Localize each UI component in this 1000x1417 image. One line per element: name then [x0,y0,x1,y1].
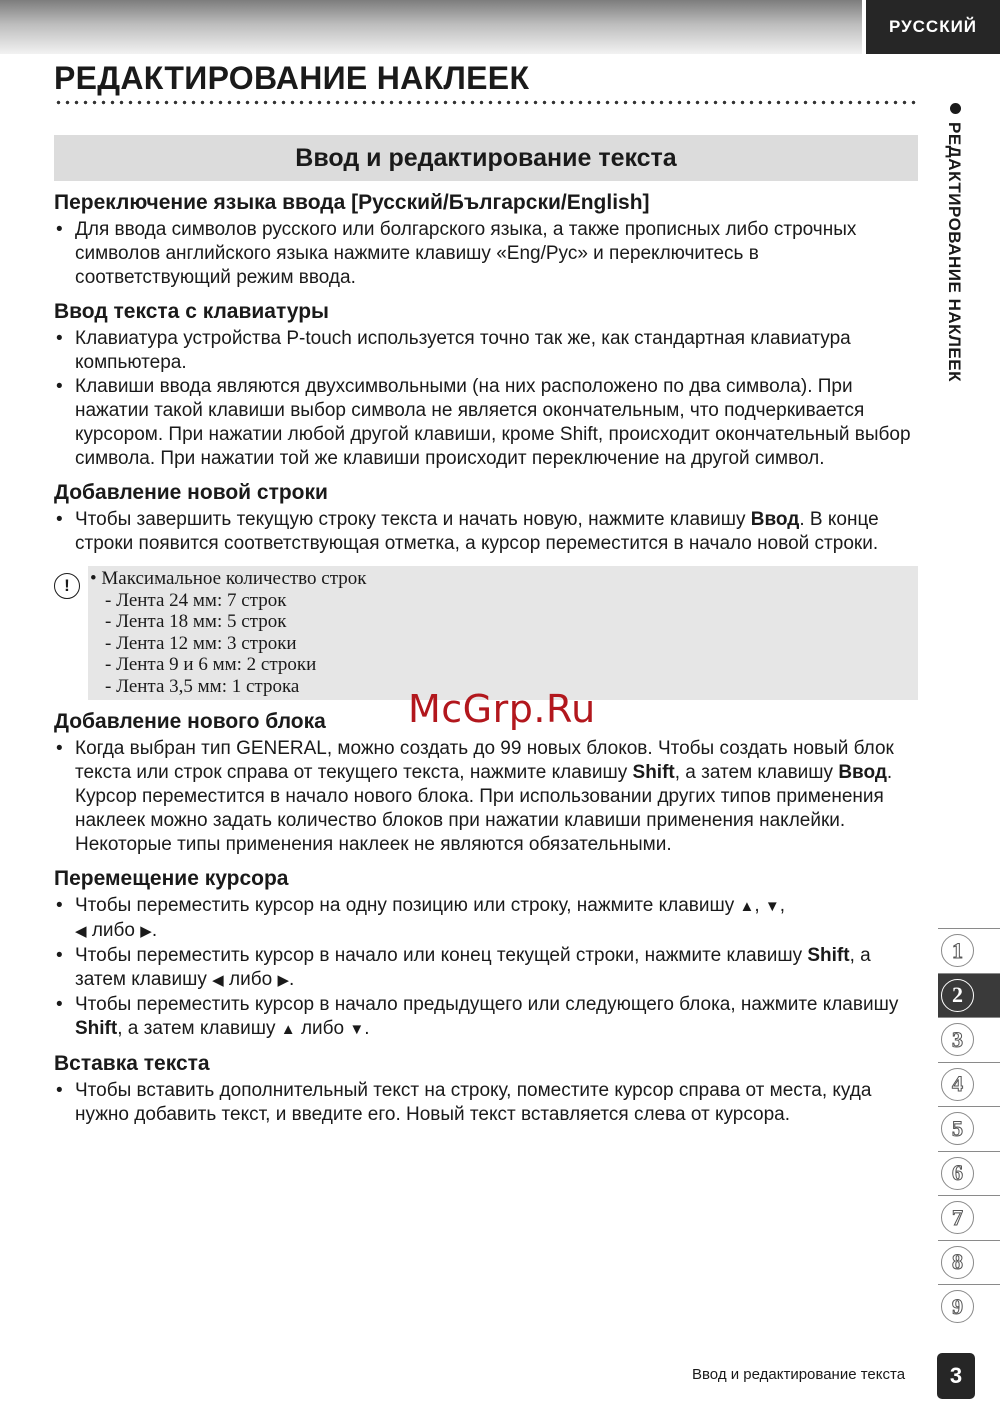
text-run: либо [229,969,273,990]
section-heading: Добавление нового блока [54,710,326,733]
bullet-list [54,218,918,290]
watermark: McGrp.Ru [408,687,596,731]
text-run: Чтобы переместить курсор на одну позицию или строку, нажмите клавишу [75,895,735,916]
list-item: • Чтобы переместить курсор на одну позицию или строку, нажмите клавишу ▲, ▼, ◀ либо ▶. [54,894,918,944]
chapter-tab-3[interactable] [938,1017,1000,1062]
key-name: Ввод [750,509,800,530]
section-insert-text [54,1049,918,1127]
list-item: • Чтобы вставить дополнительный текст на строку, поместите курсор справа от места, куда нужно добавить текст, и введите его. Новый текст вставляется слева от курсора. [54,1079,918,1127]
text-run: , а затем клавишу [117,1018,276,1039]
list-item: • Чтобы переместить курсор в начало предыдущего или следующего блока, нажмите клавишу Shift, а затем клавишу ▲ либо ▼. [54,993,918,1042]
title-dotted-rule [54,100,918,105]
vertical-chapter-tab: РЕДАКТИРОВАНИЕ НАКЛЕЕК [945,122,964,382]
arrow-up-icon: ▲ [739,898,755,915]
chapter-number: 2 [941,979,974,1012]
note-item: - Лента 12 мм: 3 строки [90,633,908,655]
section-heading: Добавление новой строки [54,481,328,504]
text-run: . В конце строки появится соответствующая отметка, а курсор переместится в начало новой строки. [75,509,879,554]
chapter-tab-9[interactable] [938,1284,1000,1329]
chapter-index [938,928,1000,1329]
bullet-list [54,894,918,1042]
text-run: Чтобы переместить курсор в начало предыдущего или следующего блока, нажмите клавишу [75,994,899,1015]
main-content [54,188,918,1134]
bullet-list [54,1079,918,1127]
page-number: 3 [937,1353,975,1399]
bullet-list [54,508,918,556]
vertical-tab-bullet [950,103,961,114]
text-run: Чтобы завершить текущую строку текста и начать новую, нажмите клавишу [75,509,751,530]
key-name: Ввод [838,762,887,783]
footer-section-title: Ввод и редактирование текста [692,1366,906,1383]
text-run: , а затем клавишу [674,762,839,783]
list-item: • Клавиатура устройства P-touch используется точно так же, как стандартная клавиатура компьютера. [54,327,918,375]
section-cursor-move [54,864,918,1042]
note-item: - Лента 18 мм: 5 строк [90,611,908,633]
section-new-line [54,478,918,556]
language-tab: РУССКИЙ [866,0,1000,54]
chapter-tab-1[interactable] [938,928,1000,973]
list-item: • Клавиши ввода являются двухсимвольными (на них расположено по два символа). При нажатии такой клавиши выбор символа не является окончательным, что подчеркивается курсором. При нажатии любой другой клавиши, кроме Shift, происходит окончательный выбор символа. При нажатии той же клавиши происходит переключение на другой символ. [54,375,918,471]
arrow-down-icon: ▼ [764,898,780,915]
arrow-down-icon: ▼ [349,1021,365,1038]
text-run: Когда выбран тип GENERAL, можно создать до 99 новых блоков. Чтобы создать новый блок текста или строк справа от текущего текста, нажмите клавишу [75,738,894,783]
section-heading: Ввод текста с клавиатуры [54,300,329,323]
chapter-tab-4[interactable] [938,1062,1000,1107]
note-heading: • Максимальное количество строк [90,568,908,590]
list-item [54,737,918,857]
note-item: - Лента 3,5 мм: 1 строка [90,676,908,698]
text-run: либо [300,1018,345,1039]
chapter-number: 3 [941,1023,974,1056]
text-run: , а затем клавишу [75,945,871,990]
section-keyboard-input [54,297,918,471]
header-gradient-band [0,0,862,54]
chapter-number: 4 [941,1068,974,1101]
key-name: Shift [807,945,850,966]
section-heading: Перемещение курсора [54,867,289,890]
list-item: • Для ввода символов русского или болгарского языка, а также прописных либо строчных символов английского языка нажмите клавишу «Eng/Рус» и переключитесь в соответствующий режим ввода. [54,218,918,290]
list-item [54,508,918,556]
chapter-number: 9 [941,1290,974,1323]
chapter-number: 6 [941,1157,974,1190]
arrow-right-icon: ▶ [277,972,289,989]
list-item: • Чтобы переместить курсор в начало или конец текущей строки, нажмите клавишу Shift, а затем клавишу ◀ либо ▶. [54,944,918,993]
chapter-tab-8[interactable] [938,1240,1000,1285]
chapter-tab-2[interactable] [938,973,1000,1018]
key-name: Shift [632,762,675,783]
key-name: Shift [75,1018,118,1039]
section-heading: Переключение языка ввода [Русский/Български/English] [54,191,650,214]
arrow-left-icon: ◀ [75,923,87,940]
bullet-list [54,737,918,857]
section-title: Ввод и редактирование текста [54,135,918,181]
warning-icon: ! [54,573,80,599]
bullet-list [54,327,918,471]
section-input-language [54,188,918,290]
text-run: либо [91,920,135,941]
chapter-tab-6[interactable] [938,1151,1000,1196]
arrow-right-icon: ▶ [140,923,152,940]
text-run: Чтобы переместить курсор в начало или конец текущей строки, нажмите клавишу [75,945,808,966]
chapter-number: 7 [941,1201,974,1234]
note-item: - Лента 24 мм: 7 строк [90,590,908,612]
chapter-tab-7[interactable] [938,1195,1000,1240]
note-item: - Лента 9 и 6 мм: 2 строки [90,654,908,676]
arrow-up-icon: ▲ [280,1021,296,1038]
chapter-tab-5[interactable] [938,1106,1000,1151]
chapter-number: 1 [941,934,974,967]
chapter-number: 8 [941,1246,974,1279]
arrow-left-icon: ◀ [212,972,224,989]
page-title: РЕДАКТИРОВАНИЕ НАКЛЕЕК [54,60,530,96]
text-run: . Курсор переместится в начало нового блока. При использовании других типов применения наклеек можно задать количество блоков при нажатии клавиши применения наклейки. Некоторые типы применения наклеек не являются обязательными. [75,762,893,855]
section-heading: Вставка текста [54,1052,210,1075]
note-box [64,566,918,700]
chapter-number: 5 [941,1112,974,1145]
